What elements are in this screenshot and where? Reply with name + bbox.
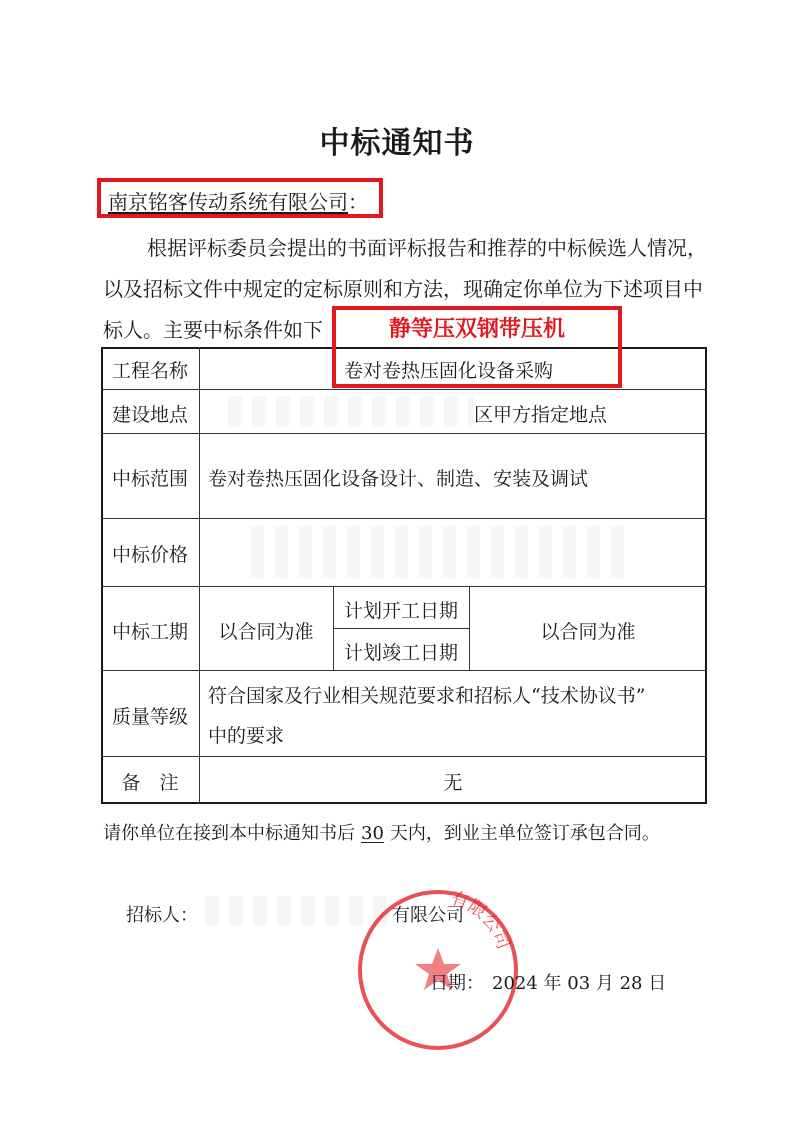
annotation-label: 静等压双钢带压机	[388, 317, 565, 342]
addressee-colon: ：	[348, 190, 368, 214]
table-row-divider	[101, 670, 707, 671]
remarks-label: 备 注	[121, 772, 179, 794]
price-label: 中标价格	[111, 544, 188, 566]
body-line-1: 根据评标委员会提出的书面评标报告和推荐的中标候选人情况，	[147, 236, 707, 260]
notice-suffix: 天内，到业主单位签订承包合同。	[389, 823, 660, 844]
body-line-2: 以及招标文件中规定的定标原则和方法，现确定你单位为下述项目中	[103, 277, 703, 301]
date-value: 2024 年 03 月 28 日	[492, 973, 667, 994]
planned-completion-date-label: 计划竣工日期	[343, 642, 458, 664]
table-row-divider	[101, 518, 707, 519]
planned-start-date-label: 计划开工日期	[343, 600, 458, 622]
project-name-value: 卷对卷热压固化设备采购	[344, 360, 554, 382]
notice-days: 30	[361, 823, 384, 844]
contract-notice	[103, 819, 660, 845]
period-label: 中标工期	[111, 621, 188, 643]
scope-label: 中标范围	[111, 468, 188, 490]
table-subrow-divider	[333, 628, 469, 629]
location-value: 区甲方指定地点	[474, 404, 608, 426]
quality-value-line-2: 中的要求	[208, 725, 285, 747]
project-name-label: 工程名称	[111, 360, 188, 382]
redacted-price	[250, 526, 630, 578]
table-column-divider	[199, 347, 200, 804]
table-row-divider	[101, 389, 707, 390]
document-title: 中标通知书	[319, 126, 475, 161]
quality-label: 质量等级	[111, 706, 188, 728]
body-line-3: 标人。主要中标条件如下	[103, 318, 323, 342]
tenderer-name: 有限公司	[392, 905, 464, 926]
redacted-area	[228, 396, 474, 426]
seal-text: 有限公司	[447, 887, 514, 953]
table-row-divider	[101, 586, 707, 587]
date-line	[430, 969, 666, 995]
addressee-name: 南京铭客传动系统有限公司	[108, 190, 348, 214]
planned-dates-value: 以合同为准	[540, 621, 636, 643]
period-value: 以合同为准	[218, 621, 314, 643]
date-label: 日期：	[430, 973, 484, 994]
location-label: 建设地点	[111, 404, 188, 426]
scope-value: 卷对卷热压固化设备设计、制造、安装及调试	[208, 468, 589, 490]
addressee	[108, 186, 368, 215]
tenderer-label: 招标人：	[126, 905, 198, 926]
table-row-divider	[101, 756, 707, 757]
remarks-value: 无	[443, 772, 463, 794]
table-row-divider	[101, 433, 707, 434]
notice-prefix: 请你单位在接到本中标通知书后	[103, 823, 355, 844]
quality-value-line-1: 符合国家及行业相关规范要求和招标人“技术协议书”	[208, 685, 646, 707]
